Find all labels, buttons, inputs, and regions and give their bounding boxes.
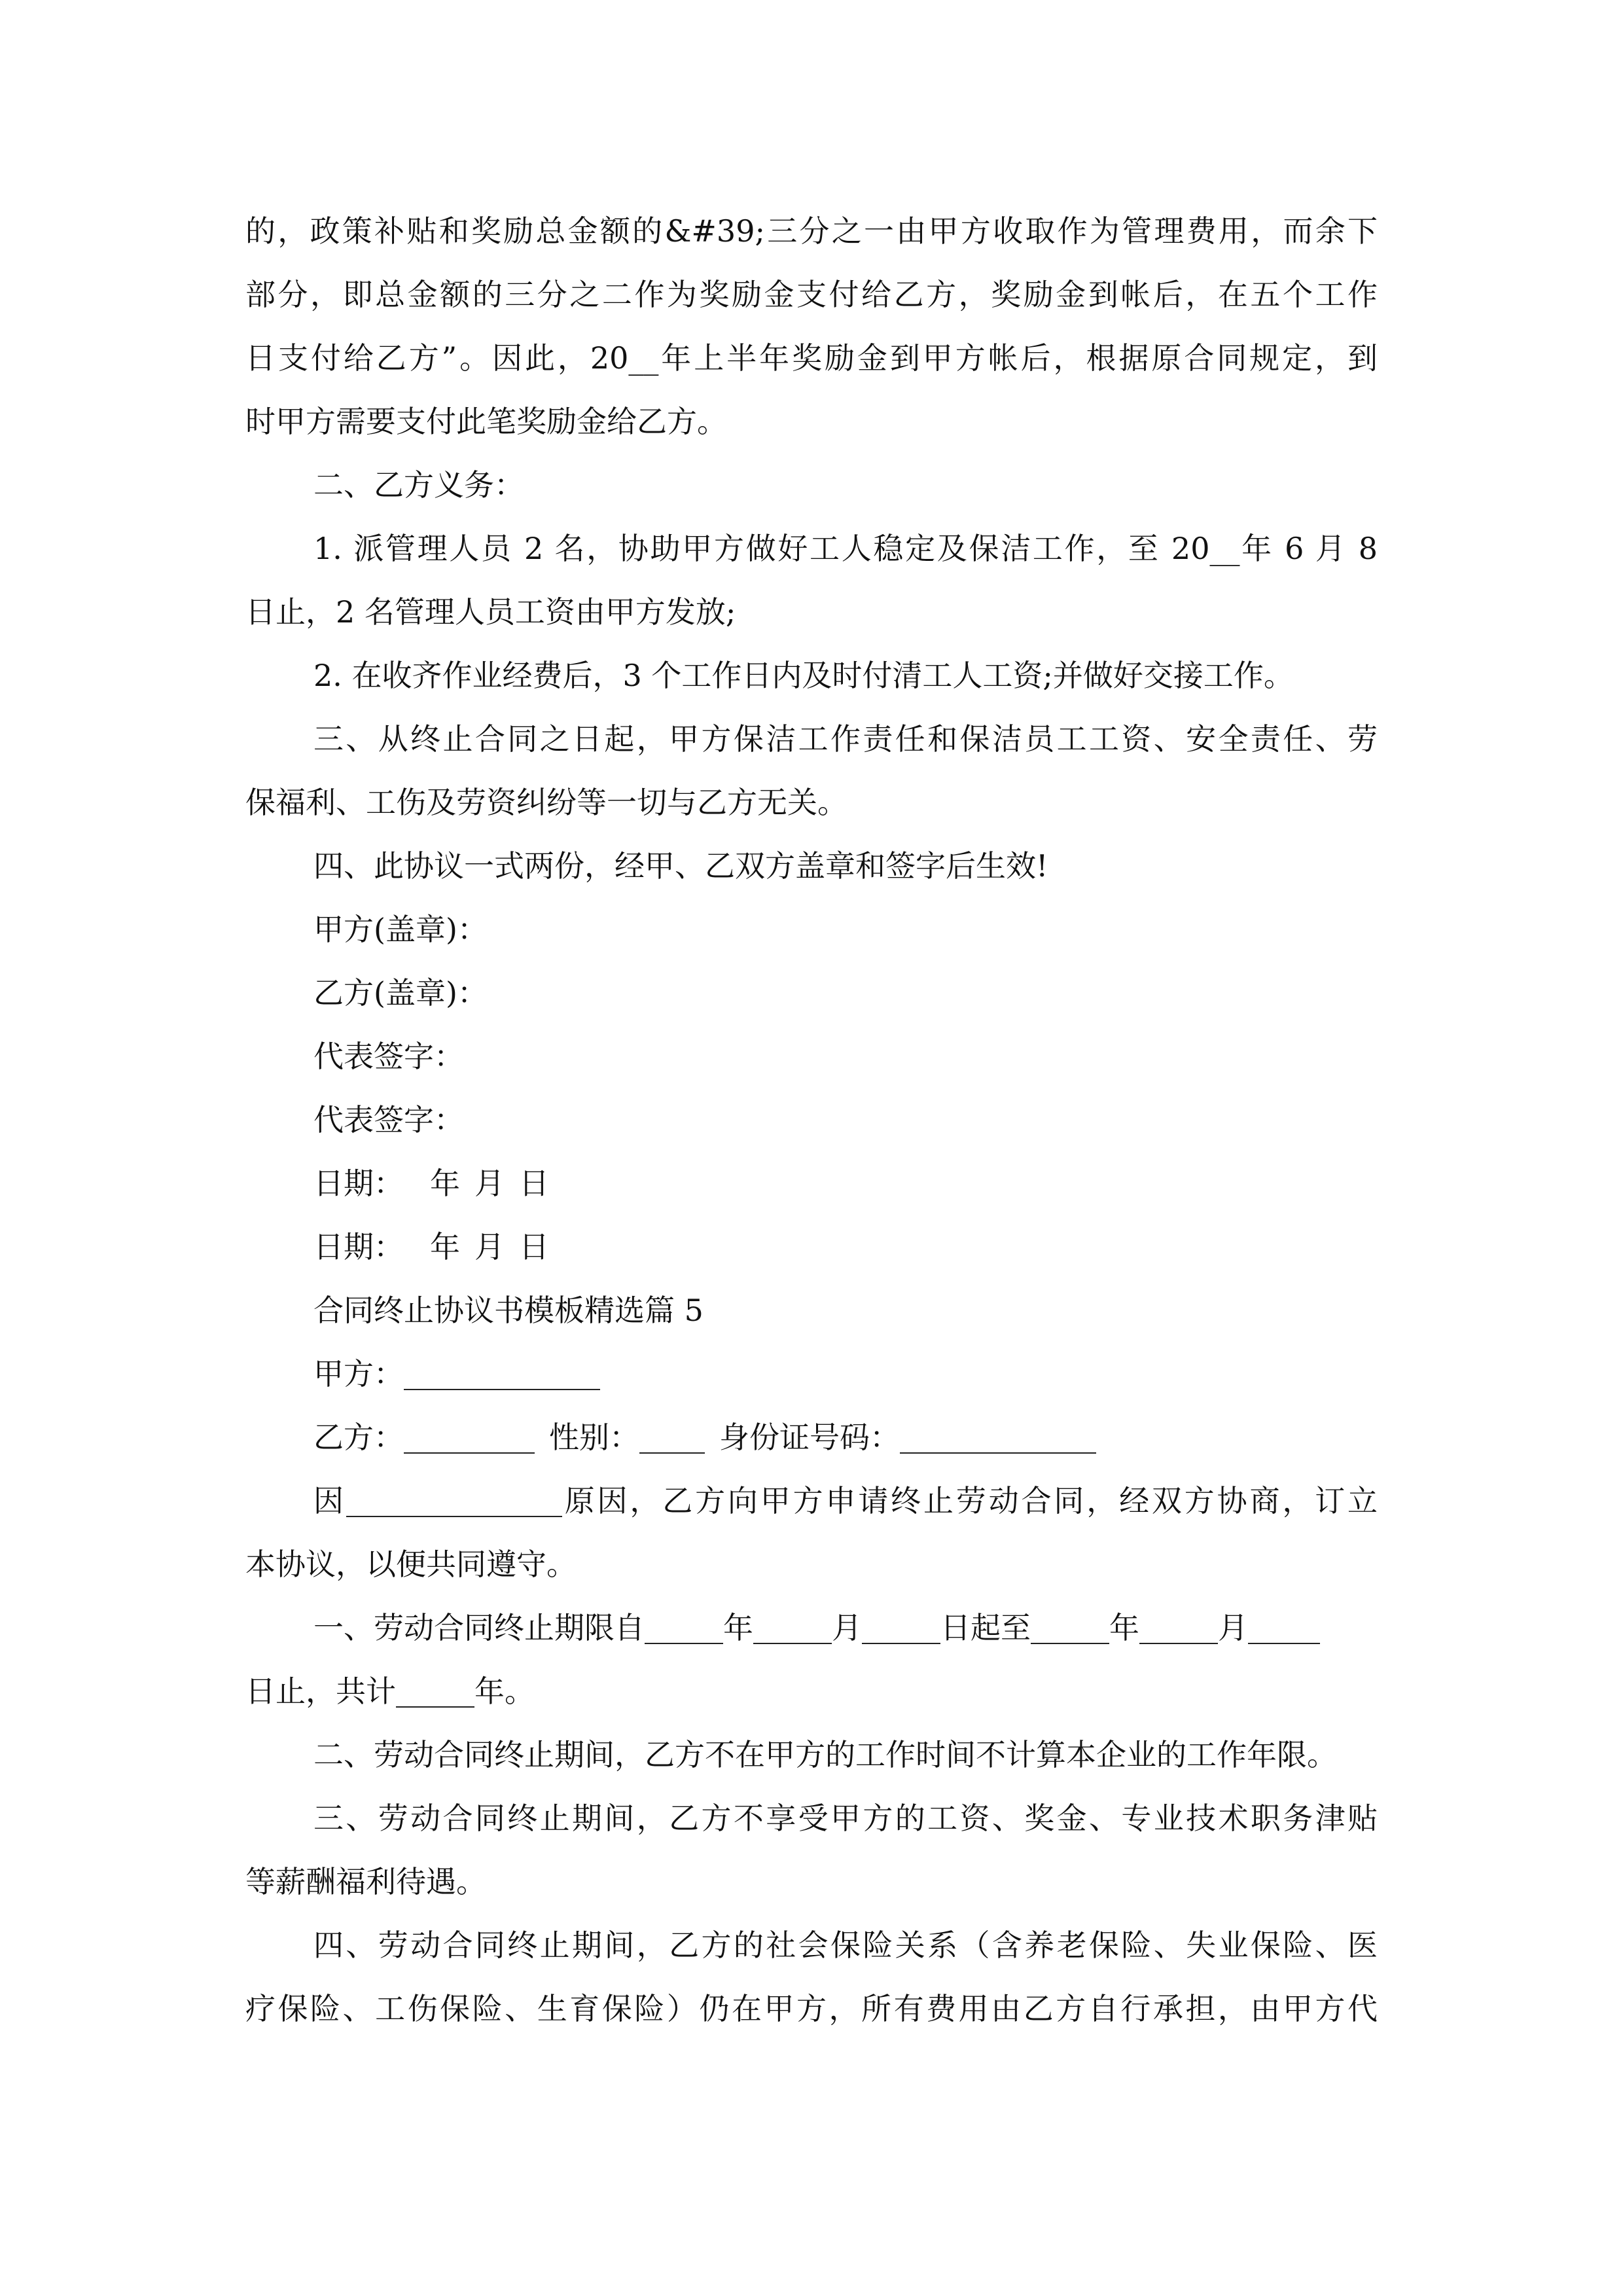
date-line bbox=[245, 1152, 1378, 1215]
year-label: 年 bbox=[723, 1610, 753, 1645]
blank-field bbox=[1248, 1610, 1320, 1645]
blank-field bbox=[404, 1356, 600, 1391]
blank-field bbox=[404, 1420, 535, 1454]
representative-signature-label: 代表签字： bbox=[313, 1102, 464, 1138]
blank-field bbox=[1139, 1610, 1218, 1645]
section-title: 合同终止协议书模板精选篇 5 bbox=[313, 1293, 704, 1328]
party-b-label: 乙方： bbox=[313, 1420, 404, 1455]
representative-signature-label: 代表签字： bbox=[313, 1039, 464, 1074]
day-label: 日 bbox=[519, 1166, 549, 1201]
text-line: 的，政策补贴和奖励总金额的&#39;三分之一由甲方收取作为管理费用，而余下 bbox=[245, 213, 1378, 249]
party-a-seal-label: 甲方(盖章)： bbox=[313, 912, 488, 947]
term-from-label: 日起至 bbox=[940, 1610, 1031, 1645]
month-label: 月 bbox=[474, 1229, 505, 1265]
year-label: 年 bbox=[430, 1166, 460, 1201]
text-line: 等薪酬福利待遇。 bbox=[245, 1864, 486, 1899]
year-label: 年 bbox=[1109, 1610, 1139, 1645]
date-label: 日期： bbox=[313, 1229, 404, 1265]
gender-label: 性别： bbox=[549, 1420, 639, 1455]
blank-field bbox=[639, 1420, 705, 1454]
blank-field bbox=[862, 1610, 940, 1645]
text-line: 四、劳动合同终止期间，乙方的社会保险关系（含养老保险、失业保险、医 bbox=[313, 1928, 1378, 1963]
document-body bbox=[245, 200, 1378, 2041]
text-line bbox=[245, 1469, 1378, 1533]
text-line: 日止，2 名管理人员工资由甲方发放; bbox=[245, 594, 736, 630]
text-line: 二、劳动合同终止期间，乙方不在甲方的工作时间不计算本企业的工作年限。 bbox=[313, 1737, 1337, 1772]
text-line: 三、从终止合同之日起，甲方保洁工作责任和保洁员工工资、安全责任、劳 bbox=[313, 721, 1378, 757]
date-line bbox=[245, 1215, 1378, 1279]
cause-text: 原因，乙方向甲方申请终止劳动合同，经双方协商，订立 bbox=[562, 1483, 1378, 1518]
month-label: 月 bbox=[1218, 1610, 1248, 1645]
text-line: 疗保险、工伤保险、生育保险）仍在甲方，所有费用由乙方自行承担，由甲方代 bbox=[245, 1991, 1378, 2026]
text-line: 本协议，以便共同遵守。 bbox=[245, 1547, 577, 1582]
text-line: 日支付给乙方”。因此，20__年上半年奖励金到甲方帐后，根据原合同规定，到 bbox=[245, 340, 1378, 376]
month-label: 月 bbox=[832, 1610, 862, 1645]
term-prefix: 一、劳动合同终止期限自 bbox=[313, 1610, 645, 1645]
term-line bbox=[245, 1596, 1378, 1660]
text-line: 2. 在收齐作业经费后，3 个工作日内及时付清工人工资;并做好交接工作。 bbox=[313, 658, 1294, 693]
cause-prefix: 因 bbox=[313, 1483, 346, 1518]
text-line: 部分，即总金额的三分之二作为奖励金支付给乙方，奖励金到帐后，在五个工作 bbox=[245, 277, 1378, 312]
month-label: 月 bbox=[474, 1166, 505, 1201]
text-line: 四、此协议一式两份，经甲、乙双方盖章和签字后生效! bbox=[313, 848, 1048, 884]
day-label: 日 bbox=[519, 1229, 549, 1265]
text-line: 时甲方需要支付此笔奖励金给乙方。 bbox=[245, 404, 727, 439]
year-label: 年 bbox=[474, 1674, 505, 1709]
party-a-label: 甲方： bbox=[313, 1356, 404, 1391]
party-a-line bbox=[245, 1342, 1378, 1406]
text-line: 1. 派管理人员 2 名，协助甲方做好工人稳定及保洁工作，至 20__年 6 月 8 bbox=[313, 531, 1378, 566]
blank-field bbox=[396, 1674, 474, 1708]
party-b-line bbox=[245, 1406, 1378, 1469]
term-total-label: 日止，共计 bbox=[245, 1674, 396, 1709]
year-label: 年 bbox=[430, 1229, 460, 1265]
text-line: 保福利、工伤及劳资纠纷等一切与乙方无关。 bbox=[245, 785, 847, 820]
blank-field bbox=[645, 1610, 723, 1645]
id-number-label: 身份证号码： bbox=[719, 1420, 900, 1455]
blank-field bbox=[753, 1610, 832, 1645]
party-b-seal-label: 乙方(盖章)： bbox=[313, 975, 488, 1011]
blank-field bbox=[346, 1483, 562, 1518]
blank-field bbox=[1031, 1610, 1109, 1645]
blank-field bbox=[900, 1420, 1096, 1454]
text-line: 日止，共计 年。 bbox=[245, 1674, 535, 1709]
text-line: 三、劳动合同终止期间，乙方不享受甲方的工资、奖金、专业技术职务津贴 bbox=[313, 1801, 1378, 1836]
section-heading: 二、乙方义务： bbox=[313, 467, 524, 503]
date-label: 日期： bbox=[313, 1166, 404, 1201]
